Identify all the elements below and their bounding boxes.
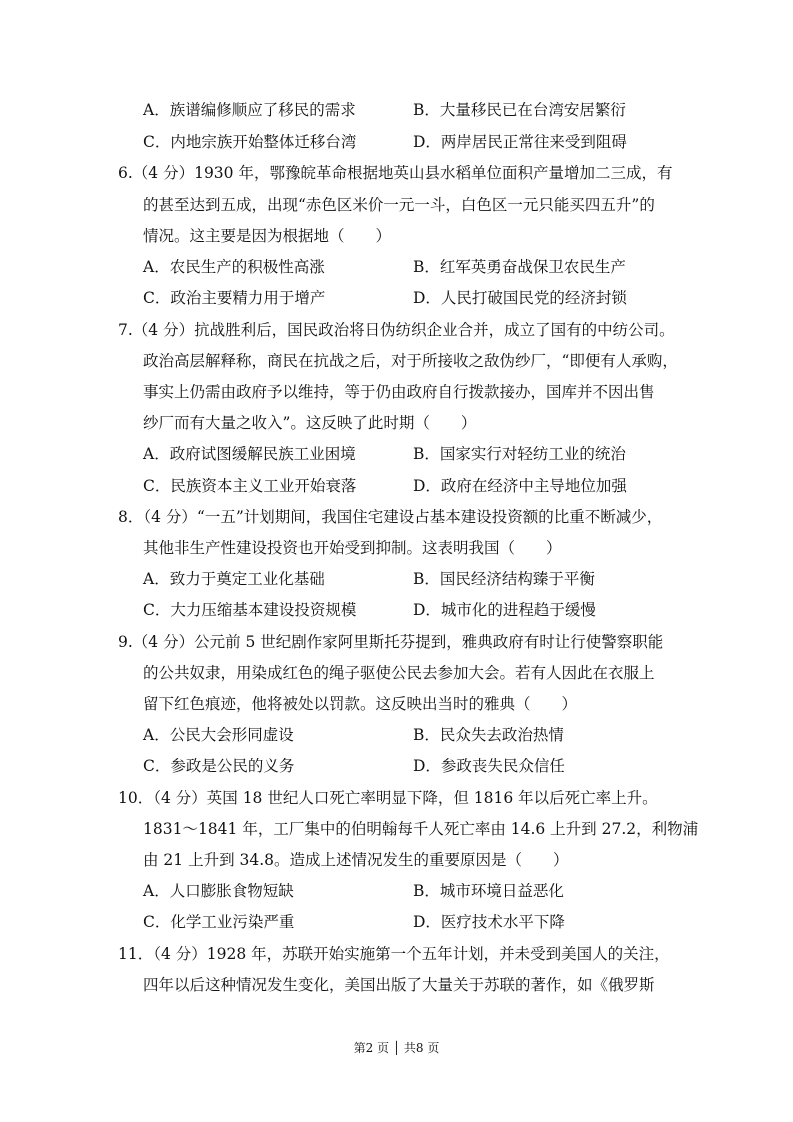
q10-option-d: D．医疗技术水平下降	[413, 913, 565, 931]
q9-options-row-1	[0, 724, 793, 746]
q9-option-c: C．参政是公民的义务	[143, 757, 295, 775]
page-footer: 第2 页 │ 共8 页	[353, 1041, 440, 1055]
q9-option-b: B．民众失去政治热情	[413, 726, 564, 744]
q8-option-b: B．国民经济结构臻于平衡	[413, 570, 595, 588]
q7-options-row-1	[0, 443, 793, 465]
q10-option-a: A．人口膨胀食物短缺	[143, 882, 294, 900]
q8-option-c: C．大力压缩基本建设投资规模	[143, 601, 357, 619]
q5-option-c: C．内地宗族开始整体迁移台湾	[143, 133, 357, 151]
q5-options-row-2	[0, 131, 793, 153]
q8-stem-line-1: 8．（4 分）“一五”计划期间，我国住宅建设占基本建设投资额的比重不断减少，	[118, 508, 663, 526]
q7-options-row-2	[0, 475, 793, 497]
q7-stem-line-3: 事实上仍需由政府予以维持，等于仍由政府自行拨款接办，国库并不因出售	[143, 383, 655, 401]
q7-option-d: D．政府在经济中主导地位加强	[413, 477, 627, 495]
q10-stem-line-2: 1831～1841 年，工厂集中的伯明翰每千人死亡率由 14.6 上升到 27.2，利物浦	[143, 820, 699, 838]
q6-option-b: B．红军英勇奋战保卫农民生产	[413, 258, 626, 276]
q5-options-row-1	[0, 99, 793, 121]
q7-option-a: A．政府试图缓解民族工业困境	[143, 445, 356, 463]
q6-option-c: C．政治主要精力用于增产	[143, 289, 326, 307]
q9-options-row-2	[0, 755, 793, 777]
q8-options-row-1	[0, 568, 793, 590]
q11-stem-line-2: 四年以后这种情况发生变化，美国出版了大量关于苏联的著作，如《俄罗斯	[143, 976, 655, 994]
q8-stem-line-2: 其他非生产性建设投资也开始受到抑制。这表明我国（ ）	[143, 539, 562, 557]
q7-stem-line-1: 7.（4 分）抗战胜利后，国民政治将日伪纺织企业合并，成立了国有的中纺公司。	[118, 321, 675, 339]
q9-stem-line-3: 留下红色痕迹，他将被处以罚款。这反映出当时的雅典（ ）	[143, 695, 578, 713]
q7-option-b: B．国家实行对轻纺工业的统治	[413, 445, 626, 463]
q8-options-row-2	[0, 599, 793, 621]
q6-option-d: D．人民打破国民党的经济封锁	[413, 289, 627, 307]
q10-stem-line-3: 由 21 上升到 34.8。造成上述情况发生的重要原因是（ ）	[143, 851, 569, 869]
q10-options-row-1	[0, 880, 793, 902]
q9-option-a: A．公民大会形同虚设	[143, 726, 294, 744]
q6-stem-line-2: 的甚至达到五成，出现“赤色区米价一元一斗，白色区一元只能买四五升”的	[143, 196, 655, 214]
q10-option-b: B．城市环境日益恶化	[413, 882, 564, 900]
q10-options-row-2	[0, 911, 793, 933]
q6-stem-line-1: 6.（4 分）1930 年，鄂豫皖革命根据地英山县水稻单位面积产量增加二三成，有	[118, 164, 673, 182]
q6-options-row-1	[0, 256, 793, 278]
q5-option-d: D．两岸居民正常往来受到阻碍	[413, 133, 627, 151]
q8-option-a: A．致力于奠定工业化基础	[143, 570, 325, 588]
q9-stem-line-1: 9.（4 分）公元前 5 世纪剧作家阿里斯托芬提到，雅典政府有时让行使警察职能	[118, 633, 664, 651]
q8-option-d: D．城市化的进程趋于缓慢	[413, 601, 596, 619]
q11-stem-line-1: 11．（4 分）1928 年，苏联开始实施第一个五年计划，并未受到美国人的关注，	[118, 945, 670, 963]
q7-option-c: C．民族资本主义工业开始衰落	[143, 477, 357, 495]
q6-option-a: A．农民生产的积极性高涨	[143, 258, 325, 276]
q6-options-row-2	[0, 287, 793, 309]
q5-option-a: A．族谱编修顺应了移民的需求	[143, 101, 356, 119]
q5-option-b: B．大量移民已在台湾安居繁衍	[413, 101, 626, 119]
q9-option-d: D．参政丧失民众信任	[413, 757, 565, 775]
q10-option-c: C．化学工业污染严重	[143, 913, 295, 931]
q7-stem-line-2: 政治高层解释称，商民在抗战之后，对于所接收之敌伪纱厂，“即便有人承购，	[143, 352, 678, 370]
q6-stem-line-3: 情况。这主要是因为根据地（ ）	[143, 227, 392, 245]
q7-stem-line-4: 纱厂而有大量之收入”。这反映了此时期（ ）	[143, 414, 477, 432]
q9-stem-line-2: 的公共奴隶，用染成红色的绳子驱使公民去参加大会。若有人因此在衣服上	[143, 664, 655, 682]
q10-stem-line-1: 10．（4 分）英国 18 世纪人口死亡率明显下降，但 1816 年以后死亡率上升。	[118, 789, 658, 807]
